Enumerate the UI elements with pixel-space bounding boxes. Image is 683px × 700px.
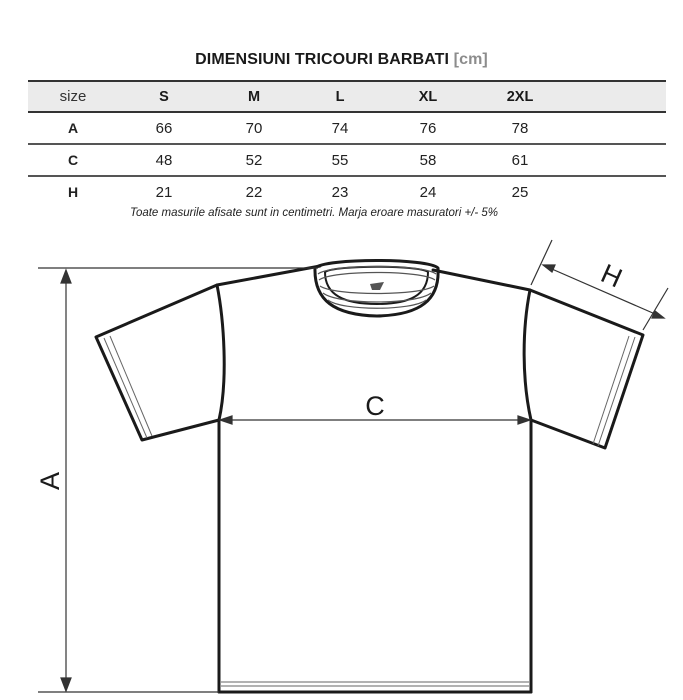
table-cell: 48 xyxy=(118,144,210,176)
right-shoulder xyxy=(433,270,530,290)
table-cell: 55 xyxy=(298,144,382,176)
sleeve-hem-stitches xyxy=(104,336,635,686)
label-h: H xyxy=(596,258,627,294)
table-cell: 21 xyxy=(155,183,173,201)
size-column-header: size xyxy=(28,81,118,112)
dimension-a xyxy=(38,268,318,692)
table-cell: 70 xyxy=(210,112,298,144)
measurement-note: Toate masurile afisate sunt in centimetri. Marja eroare masuratori +/- 5% xyxy=(129,207,499,219)
table-cell: 78 xyxy=(474,112,566,144)
table-cell: 22 xyxy=(245,183,263,201)
table-cell: 24 xyxy=(419,183,437,201)
size-header-2xl: 2XL xyxy=(474,81,566,112)
label-a: A xyxy=(35,471,65,491)
table-cell: 74 xyxy=(298,112,382,144)
tshirt-outline xyxy=(96,261,643,693)
title-unit: [cm] xyxy=(453,51,488,68)
size-header-xl: XL xyxy=(382,81,474,112)
size-header-m: M xyxy=(210,81,298,112)
table-cell: 76 xyxy=(382,112,474,144)
table-cell: 61 xyxy=(474,144,566,176)
row-label-h: H xyxy=(67,184,79,200)
size-header-l: L xyxy=(298,81,382,112)
table-cell: 23 xyxy=(331,183,349,201)
size-header-s: S xyxy=(118,81,210,112)
label-c: C xyxy=(365,391,385,421)
table-cell: 66 xyxy=(118,112,210,144)
table-cell: 52 xyxy=(210,144,298,176)
left-shoulder xyxy=(217,266,320,285)
table-cell: 58 xyxy=(382,144,474,176)
table-cell: 25 xyxy=(511,183,529,201)
collar-brand-icon xyxy=(370,282,384,290)
title-text: DIMENSIUNI TRICOURI BARBATI xyxy=(195,51,450,68)
right-sleeve xyxy=(524,290,643,448)
left-sleeve xyxy=(96,285,224,440)
row-label-a: A xyxy=(28,112,118,144)
row-label-c: C xyxy=(28,144,118,176)
